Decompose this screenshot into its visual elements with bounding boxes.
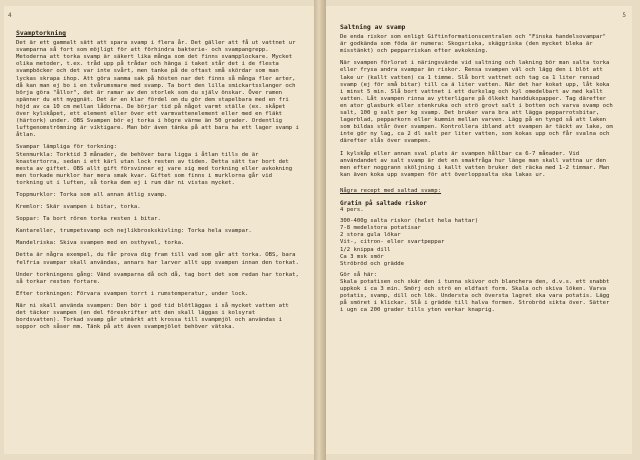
recipes-heading: Några recept med saltad svamp:: [340, 187, 442, 194]
recipe-method: Skala potatisen och skär den i tunna skivor och blanchera den, d.v.s. ett snabbt uppkok i ca 3 min. Smörj och strö en eldfast form. Skala och skiva löken. Varva potatis, svamp, dill och lök. Understa och översta lagret ska vara potatis. Lägg på smöret i klickar. Slå i grädde till halva formen. Strobröd sikta över. Sätter i ugn ca 200 grader tills yten verkar knaprig.: [340, 278, 610, 314]
section-title-saltning: Saltning av svamp: [340, 23, 406, 31]
intro-paragraph: Det är ett gammalt sätt att spara svamp i flera år. Det gäller att få ut vattnet ur svamparna så fort som möjligt för att förhindra bakterie- och svampangrepp. Metoderna att torka svamp är säkert lika många som det finns svampplockare. Mycket olika metoder, t.ex. tråd upp på trådar och hänga i taket står det i de flesta svampböcker och det var inte svårt, men tanke på de oftast små skördar som man lyckas skrapa ihop. Att göra samma sak på hösten nar det finns så många fler arter, då kan man ej bo i en tvårumsmare med svamp. Ta bort den lilla smickartsslanger och börja göra "ållor", det är ramar av den storlek som du själv önskar. Över ramen spänner du ett myggnät. Det är en klar fördel om du gör dem stapelbara med en fri höjd av ca 10 cm mellan lådorna. De börjar tid på något varmt ställe (ex. skåpet över kylskåpet, ett element eller över ett varmvattenelement eller med en fläkt (härtork) under. OBS Svampen bör ej torka i högre värme än 50 grader. Ordentlig luftgenomströmning är viktigare. Man bör även tänka på att bara ha ett lager svamp i åtlan.: [16, 40, 299, 139]
right-page-content: [340, 24, 616, 319]
ingredient-item: 1/2 knippa dill: [340, 246, 391, 253]
item-kremlor: Kremlor: Skär svampen i bitar, torka.: [16, 204, 141, 211]
during-drying-paragraph: Under torkningens gång: Vänd svamparna då och då, tag bort det som redan har torkat, så torkar resten fortare.: [16, 271, 299, 285]
page-number-left: 4: [8, 12, 12, 19]
right-page: [326, 6, 632, 454]
page-number-right: 5: [622, 12, 626, 19]
item-kantareller: Kantareller, trumpetsvamp och nejlikbroskskivling: Torka hela svampar.: [16, 228, 252, 235]
item-toppmurklor: Toppmurklor: Torka som all annan ätlig svamp.: [16, 191, 168, 198]
stenmurkla-paragraph: Stenmurkla: Torktid 3 månader, de behöver bara ligga i åtlan tills de är knastertorra, sedan i ett kärl utan lock resten av tiden. Detta sätt tar bort det mesta av giftet. OBS allt gift försvinner ej vare sig med torkning eller avkokning men torkade murklor har mera smak kvar. Giftet som finns i murklorna går vid torkning ut i luften, så torka dem ej i rum där ni vistas mycket.: [16, 151, 293, 186]
storage-paragraph: Efter torkningen: Förvara svampen torrt i rumstemperatur, under lock.: [16, 290, 249, 297]
ingredient-item: 7-8 medelstora potatisar: [340, 225, 421, 232]
mixed-paragraph: Detta är några exempel, du får prova dig fram till vad som går att torka. OBS, bara felfria svampar skall användas, annars har larver allt upp svampen innan den torkat.: [16, 252, 299, 266]
method-label: Gör så här:: [340, 271, 378, 278]
storage-time-paragraph: I kylskåp eller annan sval plats är svampen hållbar ca 6-7 månader. Vid användandet av salt svamp är det en smakfråga hur länge man skall vattna ur den men efter noggrann sköljning i kallt vatten bruker det räcka med 1-2 timmar. Man kan även koka upp svampen för att överloppsalta ska lakas ur.: [340, 150, 610, 178]
book-gutter: [314, 0, 326, 460]
ingredient-item: 2 stora gula lökar: [340, 232, 401, 239]
ingredient-item: Ca 3 msk smör: [340, 253, 384, 260]
item-soppar: Soppar: Ta bort rören torka resten i bitar.: [16, 216, 161, 223]
item-mandelriska: Mandelriska: Skiva svampen med en osthyvel, torka.: [16, 240, 185, 247]
riskor-intro-paragraph: De enda riskor som enligt Giftinformationscentralen och "Finska handelsovampar" är godkända som föda är numera: Skogsriska, skäggriska (den mycket bleka är misstänkt) och pepparriskan efter avkokning.: [340, 34, 607, 55]
ingredient-item: Ströbröd och grädde: [340, 260, 404, 267]
left-page-content: [16, 30, 302, 336]
ingredient-item: Vit-, citron- eller svartpeppar: [340, 239, 445, 246]
method-paragraph: När svampen förlorat i näringsvärde vid saltning och lakning bör man salta torka eller frysa andra svampar än riskor. Rensa svampen väl och lägg den i blöt att lake ur (kallt vatten) ca 1 timme. Slå bort vattnet och tag ca 1 liter rensad svamp (ej för små bitar) till ca ä liter vatten. När det har kokat upp, låt koka i minst 5 min. Slå bort vattnet i ett durkslag och kyl omedelbart av med kallt vatten. Låt svampen rinna av ytterligare på ölkekt handdukspapper. Tag därefter en ator glasburk eller stenkruka och strö grovt salt i botten och varva svamp och salt, 100 g salt per kg svamp. Det bruker vara bra att lägga pepparrotsbitar, lagerblad, pepparkorn eller kummin mellan varven. Lägg på en tyngd så att laken som bildas står över svampen. Kontrollera ibland att svampen är täckt av lake, om inte gör ny lag, ca 2 dl salt per liter vatten, som kokas upp och får svalna och därefter slås över svampen.: [340, 60, 613, 145]
recipe-servings: 4 pers.: [340, 207, 364, 214]
section-title-svamptorkning: Svamptorkning: [16, 29, 67, 37]
usage-paragraph: När ni skall använda svampen: Den bör i god tid blötläggas i så mycket vatten att det täcker svampen (en del föreskrifter att den skall läggas i kolsyrat bordsvatten). Torkad svamp går utmärkt att krossa till svampmjöl och användas i soppor och såser mm. Tänk på att även svampmjölet behöver vätska.: [16, 302, 289, 331]
ingredient-item: 300-400g salta riskor (helst hela hattar): [340, 218, 479, 225]
recipe-title: Gratin på saltade riskor: [340, 199, 427, 207]
left-page: [4, 6, 314, 454]
suitable-heading: Svampar lämpliga för torkning:: [16, 144, 118, 151]
